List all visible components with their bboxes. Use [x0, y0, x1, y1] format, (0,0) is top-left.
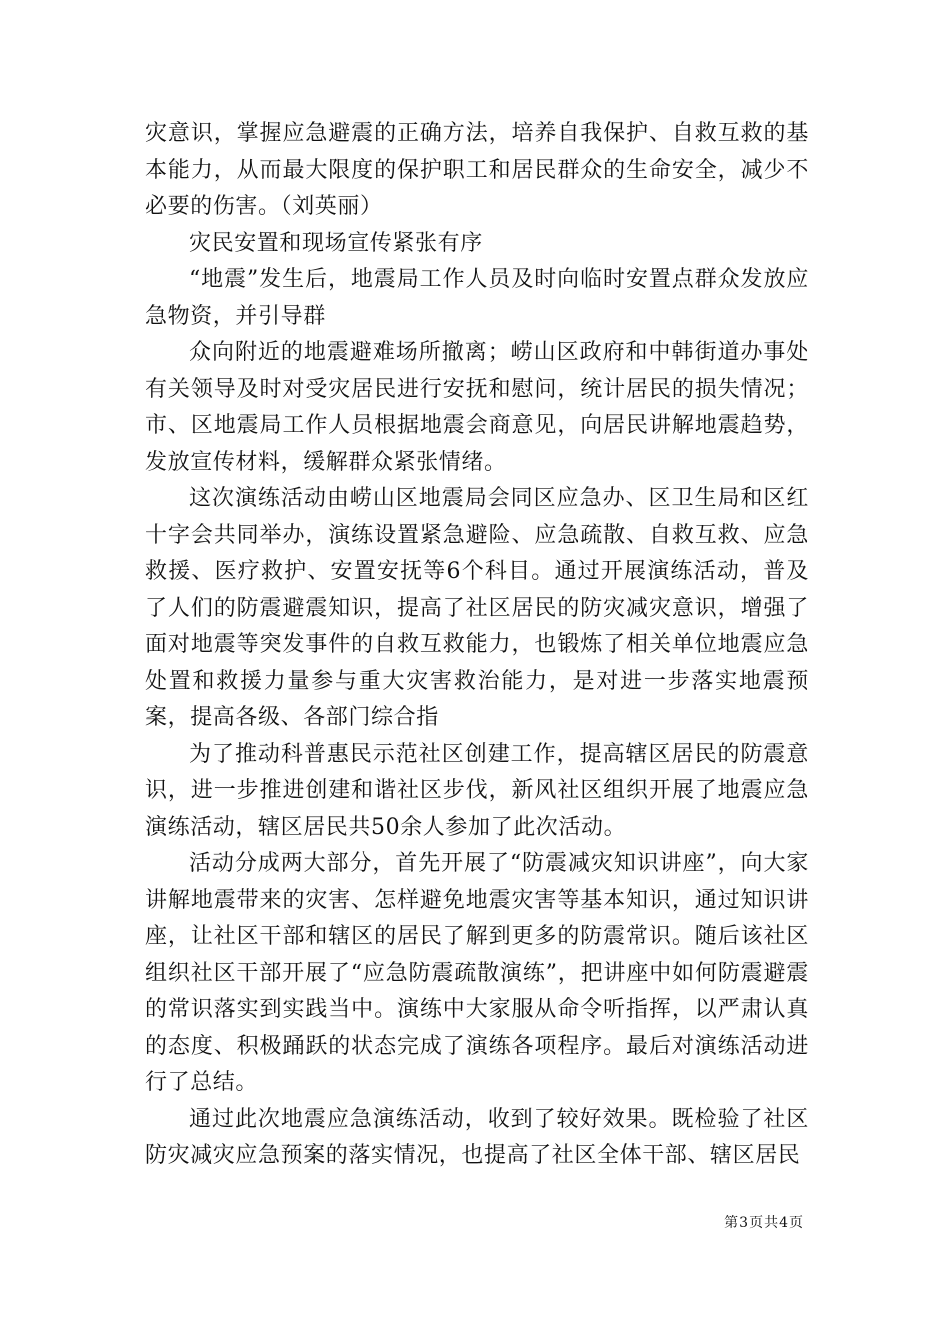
page-number-footer: 第3页共4页 [724, 1215, 804, 1231]
paragraph: “地震”发生后，地震局工作人员及时向临时安置点群众发放应急物资，并引导群 [145, 267, 809, 329]
paragraph: 通过此次地震应急演练活动，收到了较好效果。既检验了社区防灾减灾应急预案的落实情况，也提高了社区全体干部、辖区居民 [145, 1106, 809, 1168]
section-heading: 灾民安置和现场宣传紧张有序 [189, 230, 483, 256]
paragraph: 为了推动科普惠民示范社区创建工作，提高辖区居民的防震意识，进一步推进创建和谐社区步伐，新风社区组织开展了地震应急演练活动，辖区居民共50余人参加了此次活动。 [145, 741, 809, 840]
paragraph-continuation: 灾意识，掌握应急避震的正确方法，培养自我保护、自救互救的基本能力，从而最大限度的保护职工和居民群众的生命安全，减少不必要的伤害。（刘英丽） [145, 121, 809, 219]
document-body [145, 116, 809, 1175]
paragraph: 活动分成两大部分，首先开展了“防震减灾知识讲座”，向大家讲解地震带来的灾害、怎样避免地震灾害等基本知识，通过知识讲座，让社区干部和辖区的居民了解到更多的防震常识。随后该社区组织社区干部开展了“应急防震疏散演练”，把讲座中如何防震避震的常识落实到实践当中。演练中大家服从命令听指挥，以严肃认真的态度、积极踊跃的状态完成了演练各项程序。最后对演练活动进行了总结。 [145, 851, 809, 1095]
paragraph: 众向附近的地震避难场所撤离；崂山区政府和中韩街道办事处有关领导及时对受灾居民进行安抚和慰问，统计居民的损失情况；市、区地震局工作人员根据地震会商意见，向居民讲解地震趋势，发放宣传材料，缓解群众紧张情绪。 [145, 340, 809, 475]
paragraph: 这次演练活动由崂山区地震局会同区应急办、区卫生局和区红十字会共同举办，演练设置紧急避险、应急疏散、自救互救、应急救援、医疗救护、安置安抚等6个科目。通过开展演练活动，普及了人们的防震避震知识，提高了社区居民的防灾减灾意识，增强了面对地震等突发事件的自救互救能力，也锻炼了相关单位地震应急处置和救援力量参与重大灾害救治能力，是对进一步落实地震预案，提高各级、各部门综合指 [145, 486, 809, 730]
